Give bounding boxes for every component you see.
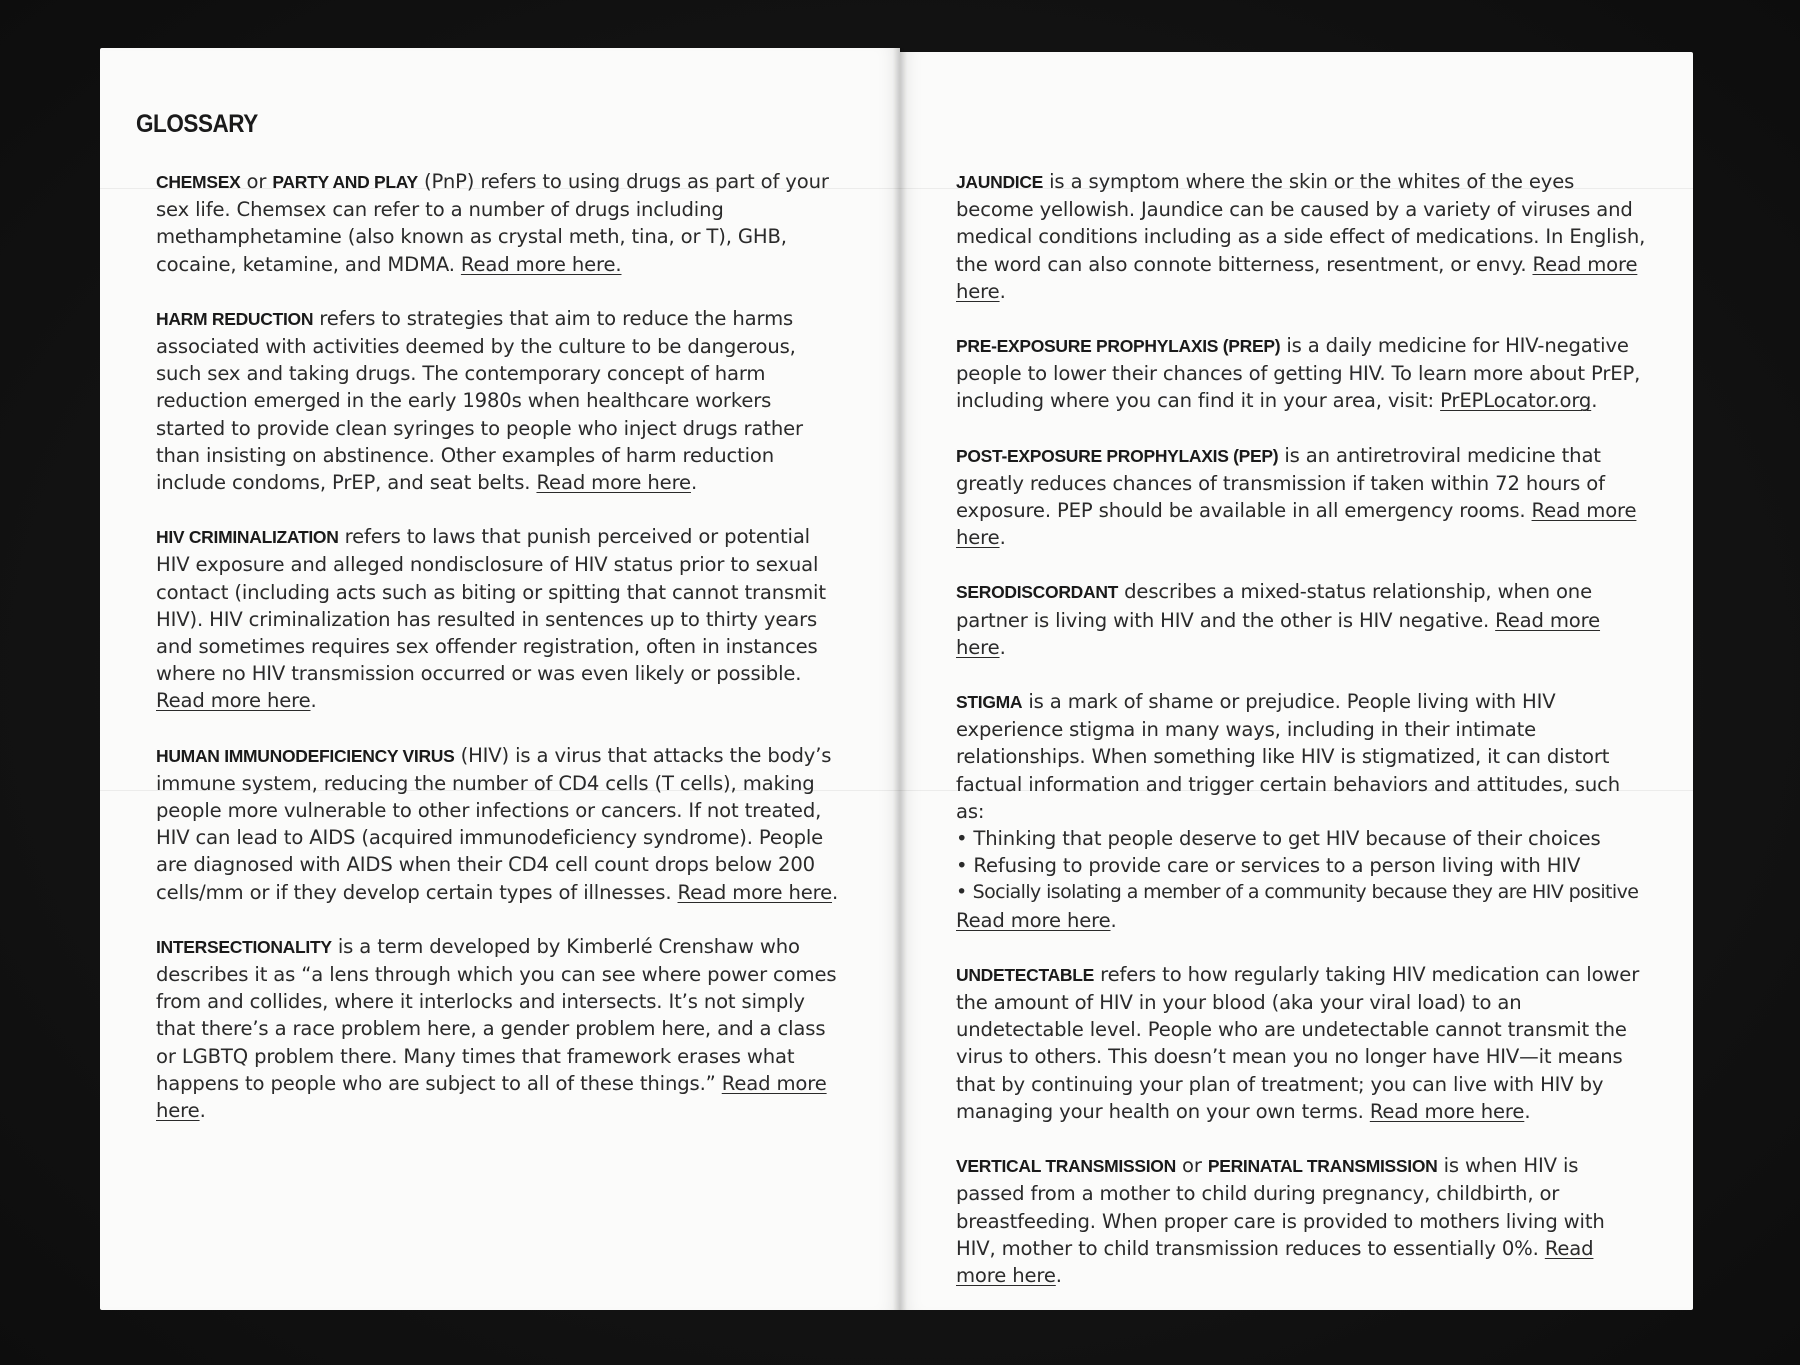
read-more-link[interactable]: Read more here	[156, 689, 311, 713]
entry-term: INTERSECTIONALITY	[156, 936, 332, 957]
right-column	[956, 168, 1646, 1316]
entry-definition: is a term developed by Kimberlé Crenshaw who describes it as “a lens through which you can see where power comes from and collides, where it interlocks and intersects. It’s not simply that there’s a race problem here, a gender problem here, and a class or LGBTQ problem there. Many times that framework erases what happens to people who are subject to all of these things.”	[156, 934, 837, 1095]
entry-term: VERTICAL TRANSMISSION	[956, 1156, 1176, 1177]
glossary-entry-chemsex	[156, 168, 846, 278]
entry-term: HIV CRIMINALIZATION	[156, 527, 339, 548]
entry-term: PARTY AND PLAY	[272, 172, 418, 192]
bullet-item: • Refusing to provide care or services to a person living with HIV	[956, 852, 1646, 879]
read-more-link[interactable]: Read more here	[536, 471, 691, 495]
entry-definition: is a symptom where the skin or the whites of the eyes become yellowish. Jaundice can be caused by a variety of viruses and medical conditions including as a side effect of medications. In English, the word can also connote bitterness, resentment, or envy.	[956, 170, 1646, 276]
entry-connector: or	[1175, 1154, 1208, 1178]
read-more-link[interactable]: Read more here	[956, 499, 1637, 550]
entry-definition: is a daily medicine for HIV-negative people to lower their chances of getting HIV. To learn more about PrEP, including where you can find it in your area, visit:	[956, 334, 1641, 413]
entry-term: UNDETECTABLE	[956, 964, 1095, 985]
entry-end: .	[1110, 908, 1117, 932]
entry-term: CHEMSEX	[156, 172, 241, 192]
stigma-bullet-list	[956, 825, 1646, 907]
entry-term: JAUNDICE	[956, 172, 1044, 192]
entry-connector: or	[240, 170, 273, 193]
entry-end: .	[1055, 1263, 1062, 1287]
read-more-link[interactable]: Read more here	[956, 252, 1638, 303]
entry-definition: refers to laws that punish perceived or potential HIV exposure and alleged nondisclosure of HIV status prior to sexual contact (including acts such as biting or spitting that cannot transmit HIV). HIV criminalization has resulted in sentences up to thirty years and sometimes requires sex offender registration, often in instances where no HIV transmission occurred or was even likely or possible.	[156, 525, 826, 686]
entry-term: HUMAN IMMUNODEFICIENCY VIRUS	[156, 745, 455, 766]
entry-end: .	[1524, 1099, 1531, 1123]
entry-end: .	[690, 471, 698, 495]
entry-end: .	[310, 689, 317, 713]
entry-end: .	[199, 1099, 206, 1123]
entry-definition: (PnP) refers to using drugs as part of your sex life. Chemsex can refer to a number of drugs including methamphetamine (also known as crystal meth, tina, or T), GHB, cocaine, ketamine, and MDMA.	[156, 170, 829, 276]
entry-definition: (HIV) is a virus that attacks the body’s immune system, reducing the number of CD4 cells (T cells), making people more vulnerable to other infections or cancers. If not treated, HIV can lead to AIDS (acquired immunodeficiency syndrome). People are diagnosed with AIDS when their CD4 cell count drops below 200 cells/mm or if they develop certain types of illnesses.	[156, 743, 832, 904]
glossary-entry-serodiscordant	[956, 578, 1646, 661]
read-more-link[interactable]: Read more here	[956, 608, 1601, 659]
read-more-link[interactable]: Read more here.	[460, 252, 622, 276]
entry-end: .	[999, 279, 1006, 303]
read-more-link[interactable]: Read more here	[677, 880, 833, 904]
entry-definition: describes a mixed-status relationship, when one partner is living with HIV and the other is HIV negative.	[956, 580, 1592, 632]
read-more-link[interactable]: Read more here	[156, 1071, 827, 1123]
glossary-entry-prep	[956, 332, 1646, 415]
entry-end: .	[1591, 389, 1598, 413]
read-more-link[interactable]: Read more here	[956, 908, 1111, 932]
entry-definition: is a mark of shame or prejudice. People living with HIV experience stigma in many ways, including in their intimate relationships. When something like HIV is stigmatized, it can distort factual information and trigger certain behaviors and attitudes, such as:	[956, 690, 1620, 823]
glossary-entry-hiv	[156, 742, 846, 906]
glossary-entry-stigma	[956, 688, 1646, 934]
entry-end: .	[999, 526, 1006, 550]
glossary-entry-vertical-transmission	[956, 1152, 1646, 1289]
entry-term: POST-EXPOSURE PROPHYLAXIS (PEP)	[956, 445, 1279, 466]
entry-end: .	[832, 880, 839, 904]
entry-definition: refers to strategies that aim to reduce the harms associated with activities deemed by the culture to be dangerous, such sex and taking drugs. The contemporary concept of harm reduction emerged in the early 1980s when healthcare workers started to provide clean syringes to people who inject drugs rather than insisting on abstinence. Other examples of harm reduction include condoms, PrEP, and seat belts.	[156, 306, 803, 495]
glossary-entry-undetectable	[956, 961, 1646, 1125]
entry-term: PERINATAL TRANSMISSION	[1207, 1156, 1438, 1177]
glossary-entry-pep	[956, 442, 1646, 552]
entry-definition: is an antiretroviral medicine that greatly reduces chances of transmission if taken within 72 hours of exposure. PEP should be available in all emergency rooms.	[956, 443, 1605, 523]
book-gutter	[893, 48, 907, 1310]
entry-term: SERODISCORDANT	[956, 582, 1119, 603]
entry-definition: is when HIV is passed from a mother to child during pregnancy, childbirth, or breastfeeding. When proper care is provided to mothers living with HIV, mother to child transmission reduces to essentially 0%.	[956, 1154, 1605, 1260]
bullet-item: • Socially isolating a member of a community because they are HIV positive	[956, 879, 1646, 906]
left-column	[156, 168, 846, 1151]
entry-end: .	[999, 635, 1006, 659]
read-more-link[interactable]: Read more here	[956, 1236, 1594, 1287]
glossary-entry-hiv-criminalization	[156, 523, 846, 714]
prep-locator-link[interactable]: PrEPLocator.org	[1440, 389, 1592, 413]
entry-definition: refers to how regularly taking HIV medication can lower the amount of HIV in your blood (aka your viral load) to an undetectable level. People who are undetectable cannot transmit the virus to others. This doesn’t mean you no longer have HIV—it means that by continuing your plan of treatment; you can live with HIV by managing your health on your own terms.	[956, 962, 1640, 1123]
read-more-link[interactable]: Read more here	[1369, 1099, 1525, 1123]
glossary-entry-harm-reduction	[156, 305, 846, 496]
glossary-entry-intersectionality	[156, 933, 846, 1124]
entry-term: HARM REDUCTION	[156, 308, 314, 329]
glossary-entry-jaundice	[956, 168, 1646, 305]
entry-term: STIGMA	[956, 692, 1023, 713]
entry-term: PRE-EXPOSURE PROPHYLAXIS (PREP)	[956, 336, 1281, 357]
page-title: GLOSSARY	[136, 110, 258, 138]
bullet-item: • Thinking that people deserve to get HIV because of their choices	[956, 825, 1646, 852]
